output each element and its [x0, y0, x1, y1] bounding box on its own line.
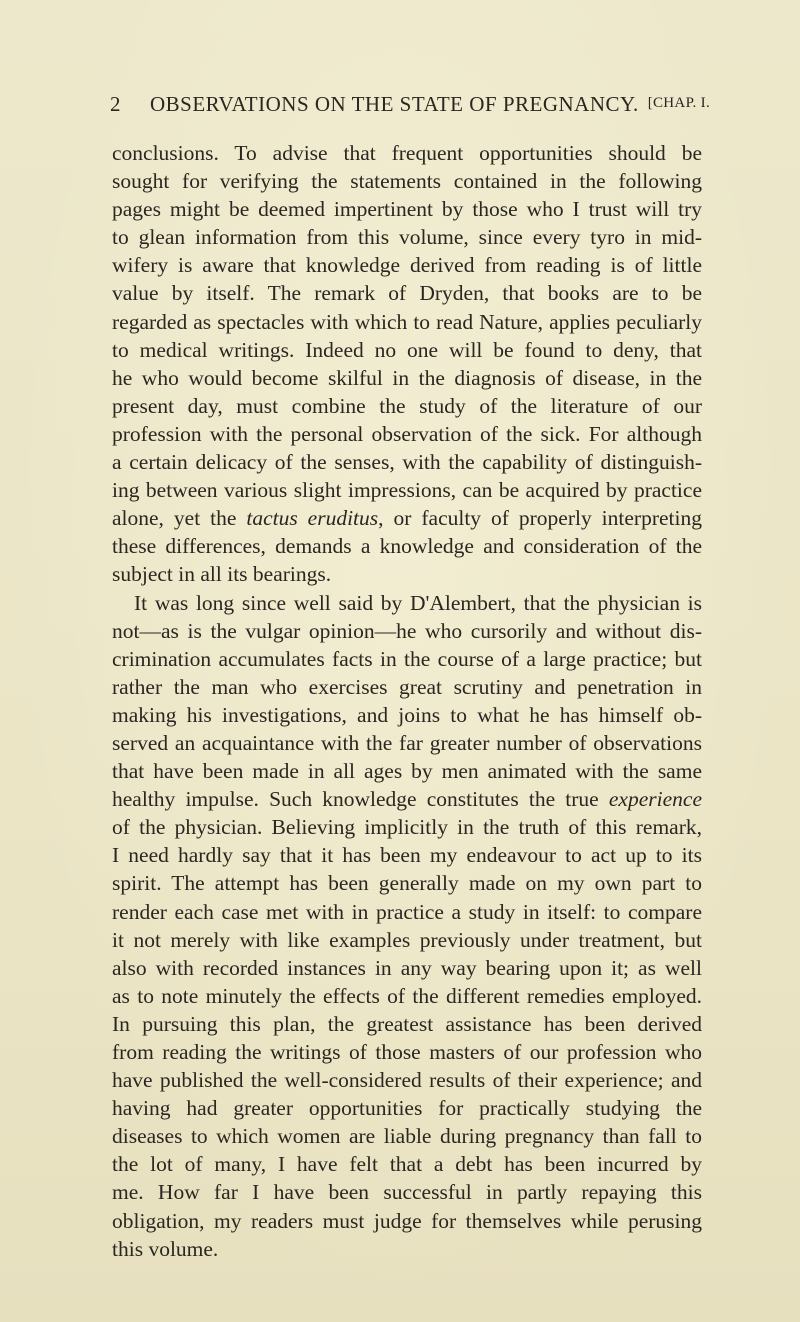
- text-line: also with recorded instances in any way bearing upon it; as well: [112, 955, 702, 980]
- text-line: not—as is the vulgar opinion—he who cursorily and without dis-: [112, 618, 702, 643]
- text-line-part: alone, yet the: [112, 506, 247, 531]
- text-line: subject in all its bearings.: [112, 562, 332, 587]
- text-line: [112, 785, 702, 813]
- latin-phrase: tactus eruditus: [246, 506, 379, 531]
- text-line: from reading the writings of those masters of our profession who: [112, 1040, 702, 1064]
- text-line: I need hardly say that it has been my endeavour to act up to its: [112, 843, 702, 868]
- text-line: diseases to which women are liable during pregnancy than fall to: [112, 1124, 702, 1149]
- text-line: a certain delicacy of the senses, with the capability of distinguish-: [112, 450, 702, 475]
- text-line: making his investigations, and joins to what he has himself ob-: [112, 702, 702, 727]
- text-line-part: , or faculty of properly interpreting: [378, 506, 702, 531]
- text-line: sought for verifying the statements contained in the following: [112, 169, 702, 194]
- body-text: [112, 139, 702, 1263]
- emphasized-word: experience: [608, 787, 702, 812]
- text-line: [112, 504, 702, 532]
- text-line: it not merely with like examples previously under treatment, but: [112, 927, 702, 952]
- text-line: In pursuing this plan, the greatest assistance has been derived: [112, 1011, 702, 1036]
- text-line: this volume.: [112, 1236, 219, 1261]
- text-line: served an acquaintance with the far greater number of observations: [112, 730, 702, 755]
- text-line: ing between various slight impressions, can be acquired by practice: [112, 478, 702, 503]
- text-line: the lot of many, I have felt that a debt has been incurred by: [112, 1152, 702, 1177]
- text-line: render each case met with in practice a study in itself: to compare: [112, 899, 702, 924]
- running-head: OBSERVATIONS ON THE STATE OF PREGNANCY.: [150, 92, 639, 116]
- text-line: as to note minutely the effects of the different remedies employed.: [112, 983, 702, 1008]
- text-line-part: healthy impulse. Such knowledge constitutes the true: [112, 787, 609, 812]
- text-line: these differences, demands a knowledge and consideration of the: [112, 534, 702, 559]
- text-line: me. How far I have been successful in partly repaying this: [112, 1180, 702, 1205]
- paragraph-start-line: It was long since well said by D'Alembert, that the physician is: [134, 590, 702, 615]
- text-line: conclusions. To advise that frequent opportunities should be: [112, 141, 702, 165]
- text-line: of the physician. Believing implicitly in the truth of this remark,: [112, 815, 702, 840]
- text-line: pages might be deemed impertinent by those who I trust will try: [112, 197, 702, 222]
- page-number: 2: [110, 92, 121, 116]
- text-line: have published the well-considered results of their experience; and: [112, 1068, 702, 1093]
- chapter-reference: [CHAP. I.: [647, 95, 710, 111]
- page-header: [110, 92, 710, 122]
- text-line: obligation, my readers must judge for themselves while perusing: [112, 1208, 702, 1233]
- text-line: he who would become skilful in the diagnosis of disease, in the: [112, 365, 702, 390]
- text-line: wifery is aware that knowledge derived from reading is of little: [112, 253, 702, 278]
- text-line: regarded as spectacles with which to read Nature, applies peculiarly: [112, 309, 702, 334]
- text-line: crimination accumulates facts in the course of a large practice; but: [112, 646, 702, 671]
- text-line: value by itself. The remark of Dryden, that books are to be: [112, 281, 702, 306]
- text-line: having had greater opportunities for practically studying the: [112, 1096, 702, 1121]
- text-line: rather the man who exercises great scrutiny and penetration in: [112, 674, 702, 699]
- text-line: profession with the personal observation of the sick. For although: [112, 421, 702, 446]
- text-line: spirit. The attempt has been generally made on my own part to: [112, 871, 702, 896]
- text-line: present day, must combine the study of the literature of our: [112, 393, 702, 418]
- text-line: to glean information from this volume, since every tyro in mid-: [112, 225, 702, 250]
- text-line: to medical writings. Indeed no one will be found to deny, that: [112, 337, 702, 362]
- text-line: that have been made in all ages by men animated with the same: [112, 759, 702, 784]
